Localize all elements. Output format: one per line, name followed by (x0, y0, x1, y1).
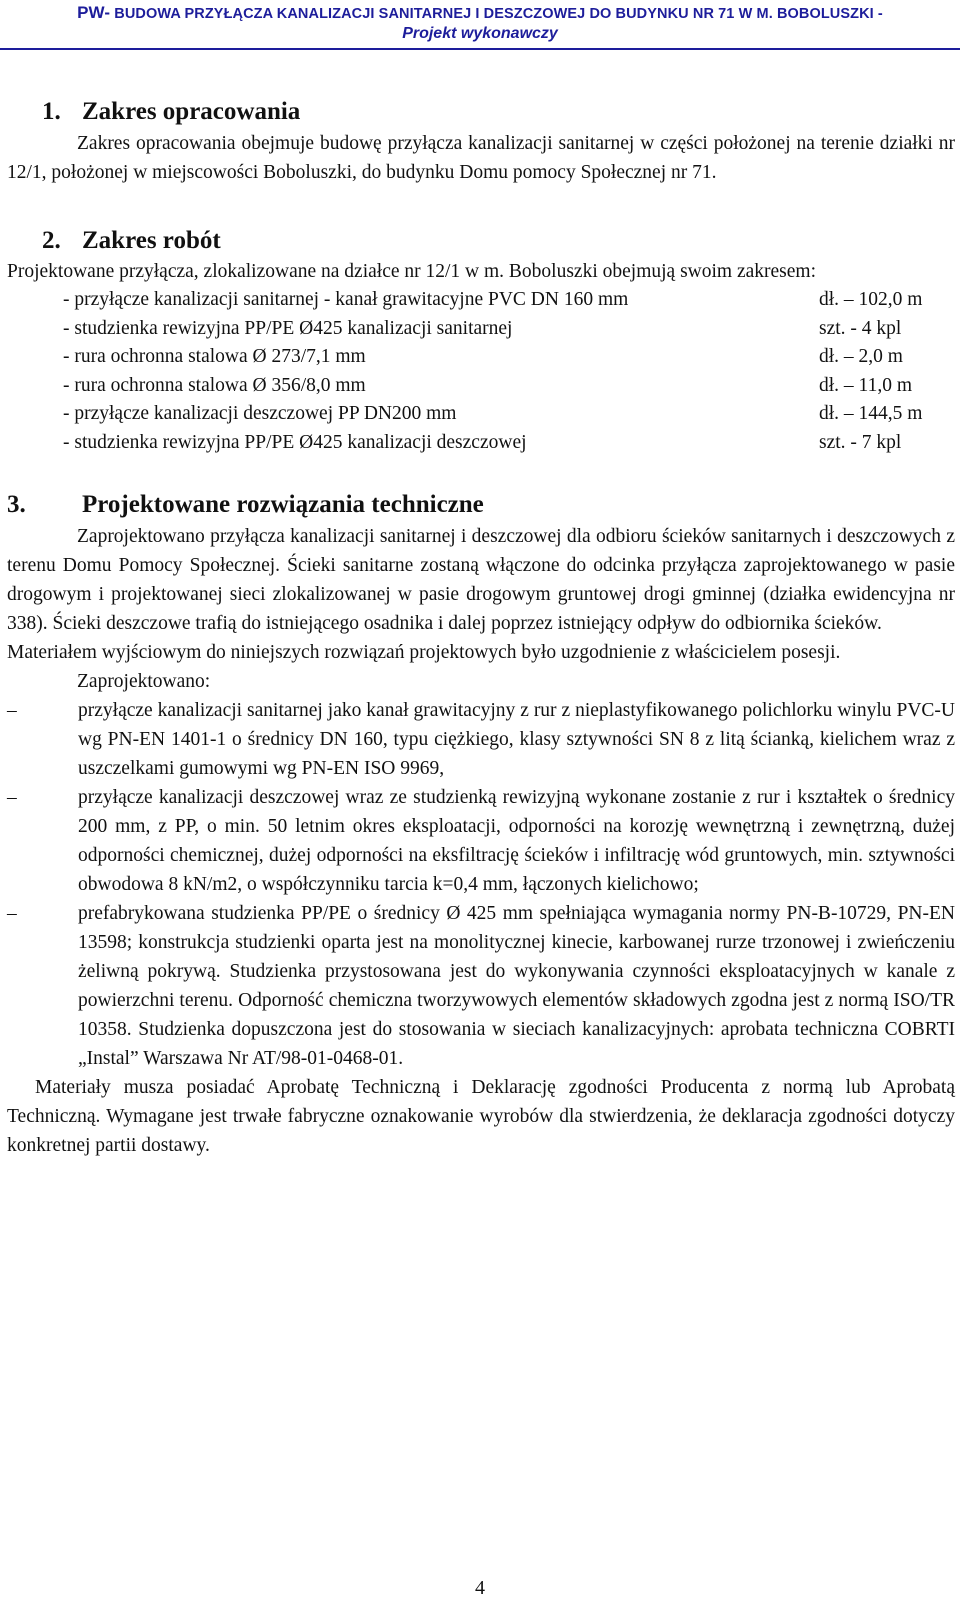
scope-item-qty: dł. – 102,0 m (819, 289, 923, 310)
page-header (0, 3, 960, 50)
scope-row (63, 286, 955, 315)
section-1-text: Zakres opracowania obejmuje budowę przyłącza kanalizacji sanitarnej w części położonej na terenie działki nr 12/1, położonej w miejscowości Boboluszki, do budynku Domu pomocy Społecznej nr 71. (7, 133, 955, 183)
section-3-paragraph-1: Zaprojektowano przyłącza kanalizacji sanitarnej i deszczowej dla odbioru ścieków sanitarnych i deszczowych z terenu Domu Pomocy Społecznej. Ścieki sanitarne zostaną włączone do odcinka przyłącza zaprojektowanego w pasie drogowym i projektowanej sieci zlokalizowanej w pasie drogowym gruntowej drogi gminnej (działka ewidencyjna nr 338). Ścieki deszczowe trafią do istniejącego osadnika i dalej poprzez istniejący odpływ do odbiornika ścieków. (7, 526, 955, 634)
scope-row (63, 372, 955, 401)
scope-item-qty: dł. – 11,0 m (819, 374, 912, 396)
scope-row (63, 429, 955, 458)
section-2-intro: Projektowane przyłącza, zlokalizowane na działce nr 12/1 w m. Boboluszki obejmują swoim zakresem: (7, 261, 816, 282)
design-bullet-item (7, 783, 955, 899)
page-number: 4 (475, 1577, 485, 1599)
section-2-title: Zakres robót (82, 227, 221, 254)
section-1-heading (42, 96, 955, 128)
header-line1: BUDOWA PRZYŁĄCZA KANALIZACJI SANITARNEJ I DESZCZOWEJ DO BUDYNKU NR 71 W M. BOBOLUSZKI - (110, 6, 883, 22)
scope-table (63, 286, 955, 457)
section-3-paragraph-4: Materiały musza posiadać Aprobatę Techniczną i Deklarację zgodności Producenta z normą lub Aprobatą Techniczną. Wymagane jest trwałe fabryczne oznakowanie wyrobów dla stwierdzenia, że deklaracja zgodności dotyczy konkretnej partii dostawy. (7, 1077, 955, 1156)
section-3-paragraph-3: Zaprojektowano: (77, 671, 211, 692)
scope-item-desc: - przyłącze kanalizacji deszczowej PP DN200 mm (63, 403, 457, 424)
scope-item-desc: - studzienka rewizyjna PP/PE Ø425 kanalizacji deszczowej (63, 431, 527, 453)
section-1-number: 1. (42, 98, 61, 125)
section-3-title: Projektowane rozwiązania techniczne (82, 491, 484, 518)
bullet-dash: – (7, 787, 17, 808)
scope-item-desc: - rura ochronna stalowa Ø 356/8,0 mm (63, 374, 366, 396)
scope-item-desc: - studzienka rewizyjna PP/PE Ø425 kanalizacji sanitarnej (63, 317, 513, 339)
scope-row (63, 400, 955, 429)
scope-row (63, 315, 955, 344)
scope-item-qty: dł. – 144,5 m (819, 403, 923, 424)
scope-row (63, 343, 955, 372)
scope-item-qty: szt. - 7 kpl (819, 431, 902, 453)
document-body (7, 96, 955, 1160)
scope-item-desc: - przyłącze kanalizacji sanitarnej - kanał grawitacyjne PVC DN 160 mm (63, 289, 629, 310)
bullet-text: przyłącze kanalizacji sanitarnej jako kanał grawitacyjny z rur z nieplastyfikowanego polichlorku winylu PVC-U wg PN-EN 1401-1 o średnicy DN 160, typu ciężkiego, klasy sztywności SN 8 z litą ścianką, kielichem wraz z uszczelkami gumowymi wg PN-EN ISO 9969, (78, 700, 955, 779)
section-3-number: 3. (7, 491, 26, 518)
header-rule (0, 48, 960, 50)
bullet-dash: – (7, 700, 17, 721)
bullet-dash: – (7, 903, 17, 924)
bullet-text: przyłącze kanalizacji deszczowej wraz ze studzienką rewizyjną wykonane zostanie z rur i kształtek o średnicy 200 mm, z PP, o min. 50 letnim okres eksploatacji, odporności na korozję wewnętrzną i zewnętrzną, dużej odporności chemicznej, dużej odporności na eksfiltrację ścieków i infiltrację wód gruntowych, min. sztywności obwodowa 8 kN/m2, o współczynniku tarcia k=0,4 mm, łączonych kielichowo; (78, 787, 955, 895)
header-pw: PW- (77, 3, 111, 22)
section-2-heading (42, 225, 955, 257)
design-bullet-item (7, 899, 955, 1073)
scope-item-qty: szt. - 4 kpl (819, 317, 902, 339)
header-title (0, 3, 960, 23)
section-3-paragraph-2: Materiałem wyjściowym do niniejszych rozwiązań projektowych było uzgodnienie z właścicielem posesji. (7, 642, 841, 663)
scope-item-desc: - rura ochronna stalowa Ø 273/7,1 mm (63, 346, 366, 367)
bullet-text: prefabrykowana studzienka PP/PE o średnicy Ø 425 mm spełniająca wymagania normy PN-B-10729, PN-EN 13598; konstrukcja studzienki oparta jest na monolitycznej kinecie, karbowanej rurze trzonowej i zwieńczeniu żeliwną pokrywą. Studzienka przystosowana jest do wykonywania czynności eksploatacyjnych w kanale z powierzchni terenu. Odporność chemiczna tworzywowych elementów składowych zgodna jest z normą ISO/TR 10358. Studzienka dopuszczona jest do stosowania w sieciach kanalizacyjnych: aprobata techniczna COBRTI „Instal” Warszawa Nr AT/98-01-0468-01. (78, 903, 955, 1069)
header-subtitle: Projekt wykonawczy (402, 25, 558, 42)
scope-item-qty: dł. – 2,0 m (819, 346, 903, 367)
section-2-number: 2. (42, 227, 61, 254)
section-3-heading (7, 489, 955, 521)
design-bullet-list (7, 696, 955, 1073)
section-1-title: Zakres opracowania (82, 98, 301, 125)
design-bullet-item (7, 696, 955, 783)
